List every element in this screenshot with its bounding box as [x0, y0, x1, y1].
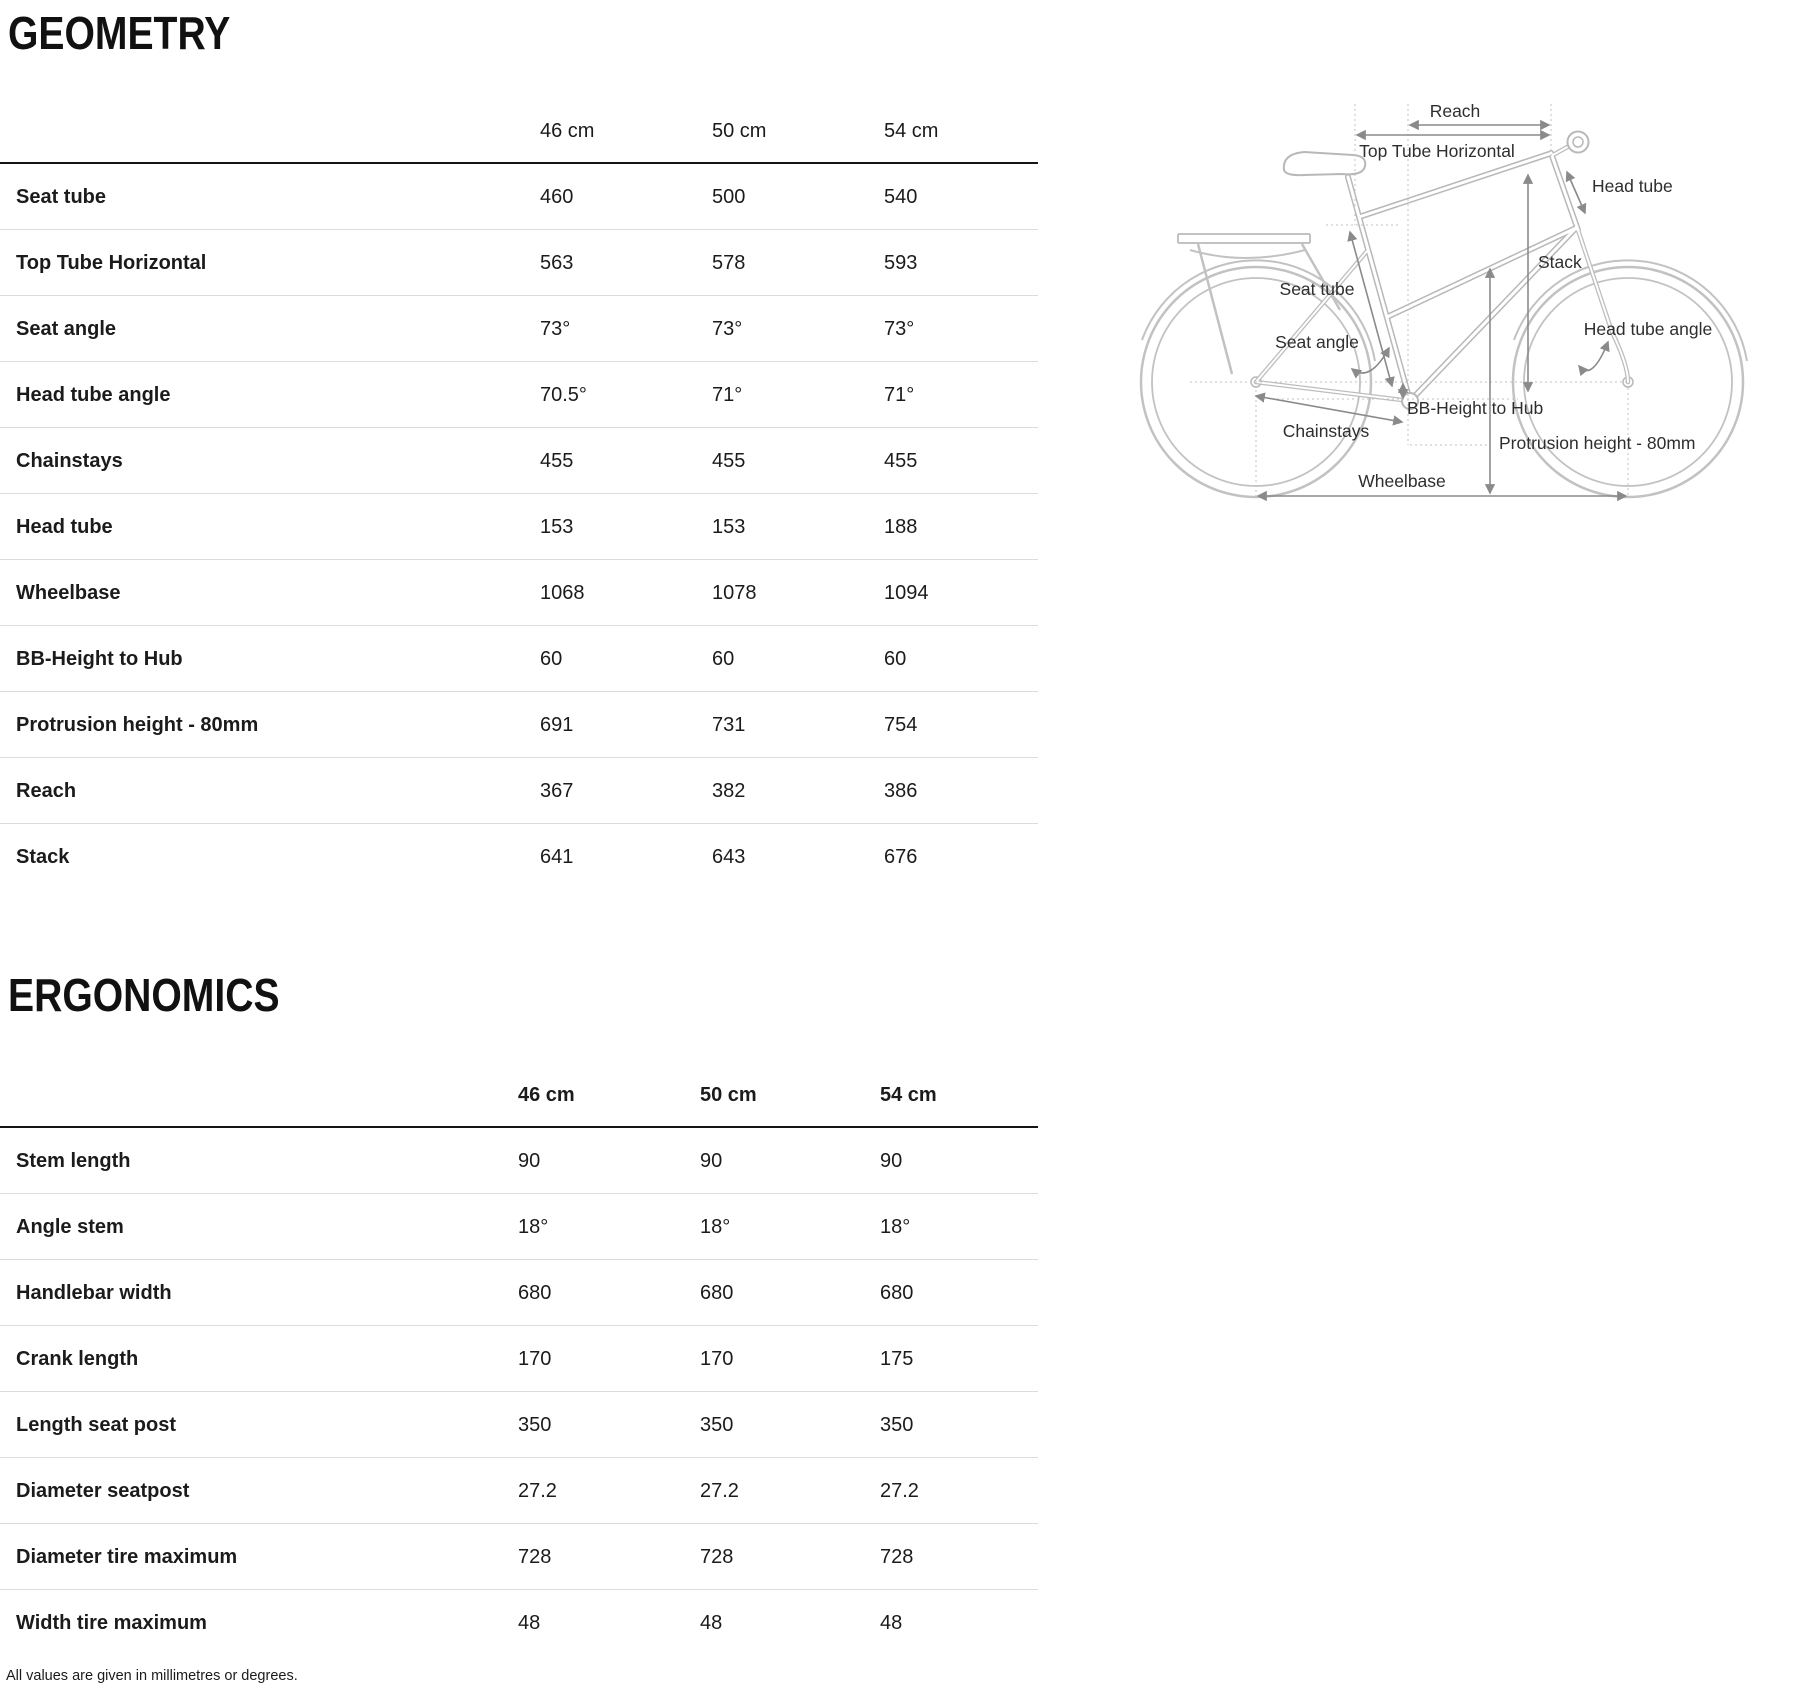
- cell-value: 350: [700, 1413, 734, 1436]
- row-label: Chainstays: [16, 449, 123, 472]
- row-label: Length seat post: [16, 1413, 177, 1436]
- cell-value: 48: [518, 1611, 541, 1634]
- cell-value: 676: [884, 845, 918, 868]
- cell-value: 73°: [540, 317, 571, 340]
- row-label: Width tire maximum: [16, 1611, 207, 1634]
- row-label: Crank length: [16, 1347, 139, 1370]
- table-row: [0, 1524, 1038, 1590]
- row-label: Head tube angle: [16, 383, 171, 406]
- table-row: [0, 1590, 1038, 1655]
- cell-value: 153: [712, 515, 746, 538]
- cell-value: 90: [880, 1149, 903, 1172]
- cell-value: 48: [880, 1611, 903, 1634]
- row-label: Stem length: [16, 1149, 131, 1172]
- table-row: [0, 494, 1038, 560]
- column-header-46cm: 46 cm: [518, 1084, 575, 1106]
- cell-value: 728: [880, 1545, 914, 1568]
- row-label: Diameter seatpost: [16, 1479, 190, 1502]
- cell-value: 680: [880, 1281, 914, 1304]
- saddle: [1284, 152, 1365, 175]
- diagram-label-seat-angle: Seat angle: [1275, 332, 1359, 352]
- table-row: [0, 758, 1038, 824]
- diagram-label-protrusion-height: Protrusion height - 80mm: [1499, 433, 1696, 453]
- column-header-54cm: 54 cm: [880, 1084, 937, 1106]
- row-label: Seat tube: [16, 185, 107, 208]
- ergonomics-table: [0, 1064, 1038, 1655]
- cell-value: 73°: [712, 317, 743, 340]
- units-footnote: All values are given in millimetres or degrees.: [6, 1668, 298, 1684]
- cell-value: 350: [880, 1413, 914, 1436]
- row-label: Handlebar width: [16, 1281, 172, 1304]
- table-row: [0, 1260, 1038, 1326]
- table-row: [0, 626, 1038, 692]
- row-label: Top Tube Horizontal: [16, 251, 207, 274]
- row-label: Angle stem: [16, 1215, 124, 1238]
- column-header-50cm: 50 cm: [700, 1084, 757, 1106]
- column-header-54cm: 54 cm: [884, 120, 939, 142]
- table-row: [0, 1326, 1038, 1392]
- cell-value: 90: [700, 1149, 723, 1172]
- cell-value: 153: [540, 515, 574, 538]
- diagram-label-top-tube-horizontal: Top Tube Horizontal: [1359, 141, 1515, 161]
- row-label: Protrusion height - 80mm: [16, 713, 259, 736]
- cell-value: 48: [700, 1611, 723, 1634]
- cell-value: 350: [518, 1413, 552, 1436]
- row-label: Reach: [16, 779, 77, 802]
- diagram-label-seat-tube: Seat tube: [1279, 279, 1355, 299]
- cell-value: 500: [712, 185, 746, 208]
- cell-value: 18°: [700, 1215, 731, 1238]
- column-header-50cm: 50 cm: [712, 120, 767, 142]
- cell-value: 386: [884, 779, 918, 802]
- cell-value: 27.2: [518, 1479, 557, 1502]
- cell-value: 1094: [884, 581, 929, 604]
- cell-value: 641: [540, 845, 574, 868]
- cell-value: 382: [712, 779, 746, 802]
- cell-value: 460: [540, 185, 574, 208]
- diagram-label-reach: Reach: [1429, 101, 1481, 121]
- diagram-label-chainstays: Chainstays: [1282, 421, 1370, 441]
- table-row: [0, 824, 1038, 889]
- geometry-table-header: [0, 100, 1038, 164]
- cell-value: 70.5°: [540, 383, 587, 406]
- cell-value: 73°: [884, 317, 915, 340]
- row-label: Head tube: [16, 515, 113, 538]
- table-row: [0, 296, 1038, 362]
- cell-value: 170: [700, 1347, 734, 1370]
- table-row: [0, 1128, 1038, 1194]
- cell-value: 643: [712, 845, 746, 868]
- geometry-section-title: GEOMETRY: [8, 7, 231, 59]
- geometry-table: [0, 100, 1038, 889]
- column-header-46cm: 46 cm: [540, 120, 595, 142]
- ergonomics-table-body: [0, 1128, 1038, 1655]
- cell-value: 680: [518, 1281, 552, 1304]
- cell-value: 27.2: [880, 1479, 919, 1502]
- diagram-label-head-tube-angle: Head tube angle: [1583, 319, 1713, 339]
- cell-value: 593: [884, 251, 918, 274]
- cell-value: 1078: [712, 581, 757, 604]
- cell-value: 367: [540, 779, 574, 802]
- cell-value: 728: [518, 1545, 552, 1568]
- cell-value: 71°: [884, 383, 915, 406]
- rear-rack: [1178, 234, 1340, 374]
- diagram-label-wheelbase: Wheelbase: [1358, 471, 1446, 491]
- cell-value: 728: [700, 1545, 734, 1568]
- cell-value: 731: [712, 713, 746, 736]
- table-row: [0, 428, 1038, 494]
- table-row: [0, 1458, 1038, 1524]
- cell-value: 563: [540, 251, 574, 274]
- diagram-label-stack: Stack: [1538, 252, 1582, 272]
- row-label: Wheelbase: [16, 581, 121, 604]
- row-label: BB-Height to Hub: [16, 647, 183, 670]
- row-label: Diameter tire maximum: [16, 1545, 238, 1568]
- bike-geometry-diagram: [940, 60, 1812, 560]
- diagram-label-head-tube: Head tube: [1592, 176, 1673, 196]
- table-row: [0, 362, 1038, 428]
- cell-value: 18°: [880, 1215, 911, 1238]
- table-row: [0, 164, 1038, 230]
- cell-value: 170: [518, 1347, 552, 1370]
- table-row: [0, 1392, 1038, 1458]
- table-row: [0, 560, 1038, 626]
- cell-value: 60: [884, 647, 907, 670]
- cell-value: 1068: [540, 581, 585, 604]
- cell-value: 71°: [712, 383, 743, 406]
- cell-value: 455: [540, 449, 574, 472]
- table-row: [0, 692, 1038, 758]
- cell-value: 60: [540, 647, 563, 670]
- cell-value: 175: [880, 1347, 914, 1370]
- row-label: Stack: [16, 845, 70, 868]
- cell-value: 691: [540, 713, 574, 736]
- cell-value: 60: [712, 647, 735, 670]
- cell-value: 754: [884, 713, 918, 736]
- cell-value: 27.2: [700, 1479, 739, 1502]
- cell-value: 188: [884, 515, 918, 538]
- cell-value: 90: [518, 1149, 541, 1172]
- table-row: [0, 230, 1038, 296]
- cell-value: 540: [884, 185, 918, 208]
- row-label: Seat angle: [16, 317, 117, 340]
- cell-value: 455: [712, 449, 746, 472]
- cell-value: 455: [884, 449, 918, 472]
- table-row: [0, 1194, 1038, 1260]
- cell-value: 578: [712, 251, 746, 274]
- diagram-label-bb-height-to-hub: BB-Height to Hub: [1407, 398, 1544, 418]
- cell-value: 680: [700, 1281, 734, 1304]
- ergonomics-table-header: [0, 1064, 1038, 1128]
- geometry-table-body: [0, 164, 1038, 889]
- cell-value: 18°: [518, 1215, 549, 1238]
- ergonomics-section-title: ERGONOMICS: [8, 969, 280, 1021]
